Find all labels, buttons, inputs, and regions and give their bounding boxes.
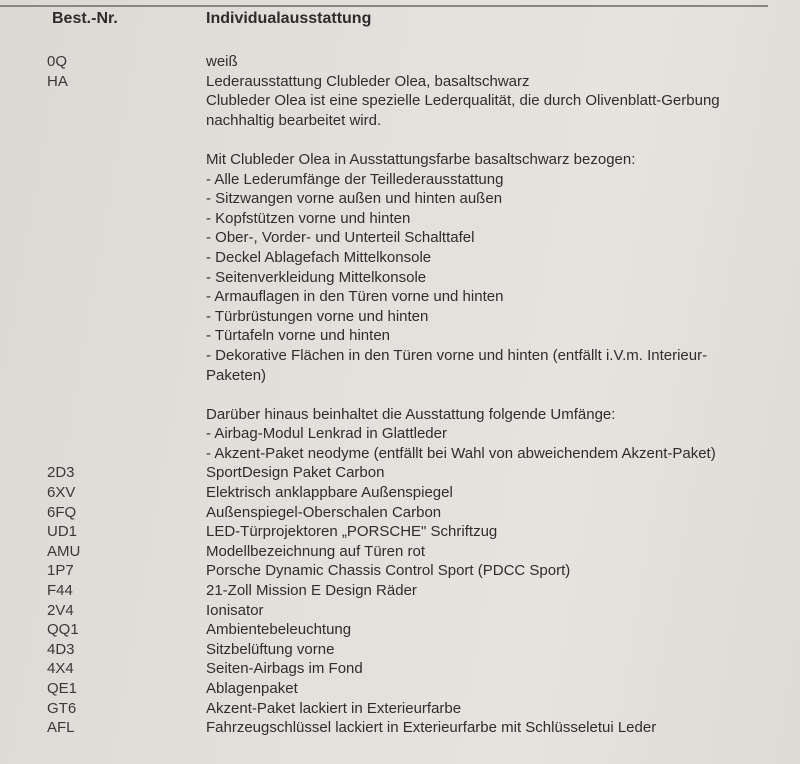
equipment-row (0, 542, 800, 562)
equipment-row (0, 522, 800, 542)
description-line: - Türtafeln vorne und hinten (206, 327, 391, 345)
description-line: Porsche Dynamic Chassis Control Sport (PDCC Sport) (206, 562, 571, 580)
equipment-description (206, 601, 800, 621)
equipment-list (0, 52, 800, 738)
description-line: Elektrisch anklappbare Außenspiegel (206, 484, 453, 502)
equipment-description (206, 699, 800, 719)
equipment-row (0, 679, 800, 699)
order-code: UD1 (47, 523, 78, 541)
order-code: 2V4 (47, 601, 74, 619)
equipment-description (206, 718, 800, 738)
equipment-description (206, 72, 800, 464)
description-line: - Sitzwangen vorne außen und hinten außen (206, 190, 503, 208)
description-line: nachhaltig bearbeitet wird. (206, 111, 382, 129)
order-code: QE1 (47, 680, 78, 697)
equipment-description (206, 503, 800, 523)
description-line: Mit Clubleder Olea in Ausstattungsfarbe basaltschwarz bezogen: (206, 150, 636, 168)
description-line: Lederausstattung Clubleder Olea, basaltschwarz (206, 72, 530, 90)
equipment-description (206, 463, 800, 483)
description-line: - Alle Lederumfänge der Teillederausstattung (206, 170, 504, 188)
order-code: 0Q (47, 53, 68, 70)
equipment-row (0, 483, 800, 503)
order-code: 4X4 (47, 660, 74, 678)
equipment-description (206, 561, 800, 581)
equipment-row (0, 659, 800, 679)
equipment-row (0, 620, 800, 640)
equipment-row (0, 640, 800, 660)
description-line: Fahrzeugschlüssel lackiert in Exterieurfarbe mit Schlüsseletui Leder (206, 719, 657, 737)
column-header-order-number: Best.-Nr. (52, 10, 118, 27)
equipment-row (0, 561, 800, 581)
equipment-row (0, 72, 800, 464)
equipment-description (206, 659, 800, 679)
equipment-row (0, 503, 800, 523)
description-line: Modellbezeichnung auf Türen rot (206, 542, 426, 560)
description-line: Clubleder Olea ist eine spezielle Lederqualität, die durch Olivenblatt-Gerbung (206, 92, 720, 110)
description-line: - Akzent-Paket neodyme (entfällt bei Wahl von abweichendem Akzent-Paket) (206, 444, 716, 462)
header-rule (0, 5, 768, 7)
description-line: Außenspiegel-Oberschalen Carbon (206, 503, 442, 521)
description-line: - Kopfstützen vorne und hinten (206, 209, 411, 227)
equipment-description (206, 620, 800, 640)
order-code: 6FQ (47, 503, 77, 521)
order-code: HA (47, 72, 68, 90)
equipment-row (0, 463, 800, 483)
description-line: 21-Zoll Mission E Design Räder (206, 582, 417, 600)
description-line (206, 385, 760, 405)
order-code: QQ1 (47, 621, 79, 639)
equipment-row (0, 699, 800, 719)
order-code: 1P7 (47, 562, 74, 580)
order-code: 4D3 (47, 640, 75, 658)
description-line: Ablagenpaket (206, 680, 298, 697)
description-line: - Seitenverkleidung Mittelkonsole (206, 268, 427, 286)
equipment-description (206, 581, 800, 601)
description-line: - Airbag-Modul Lenkrad in Glattleder (206, 425, 447, 443)
equipment-description (206, 640, 800, 660)
equipment-description (206, 542, 800, 562)
description-line: weiß (206, 53, 238, 70)
equipment-row (0, 52, 800, 72)
description-line: Akzent-Paket lackiert in Exterieurfarbe (206, 699, 462, 717)
equipment-description (206, 679, 800, 699)
description-line: Ionisator (206, 601, 264, 619)
order-code: 6XV (47, 484, 76, 502)
description-line: Seiten-Airbags im Fond (206, 660, 363, 678)
description-line: - Deckel Ablagefach Mittelkonsole (206, 248, 432, 266)
order-code: AFL (47, 719, 75, 737)
description-line: LED-Türprojektoren „PORSCHE" Schriftzug (206, 523, 498, 541)
equipment-description (206, 483, 800, 503)
equipment-description (206, 52, 800, 72)
description-line: Darüber hinaus beinhaltet die Ausstattung folgende Umfänge: (206, 405, 616, 423)
description-line: Ambientebeleuchtung (206, 621, 352, 639)
description-line: Sitzbelüftung vorne (206, 640, 335, 658)
equipment-row (0, 601, 800, 621)
column-header-individual-equipment: Individualausstattung (206, 10, 372, 27)
equipment-row (0, 581, 800, 601)
description-line: - Dekorative Flächen in den Türen vorne und hinten (entfällt i.V.m. Interieur- (206, 346, 708, 364)
order-code: AMU (47, 542, 81, 560)
order-code: GT6 (47, 699, 77, 717)
description-line (206, 130, 760, 150)
equipment-description (206, 522, 800, 542)
equipment-row (0, 718, 800, 738)
description-line: - Türbrüstungen vorne und hinten (206, 307, 429, 325)
order-code: F44 (47, 582, 73, 600)
order-code: 2D3 (47, 464, 75, 482)
description-line: - Ober-, Vorder- und Unterteil Schalttafel (206, 229, 475, 247)
description-line: SportDesign Paket Carbon (206, 464, 385, 482)
description-line: Paketen) (206, 366, 267, 384)
description-line: - Armauflagen in den Türen vorne und hinten (206, 288, 504, 306)
